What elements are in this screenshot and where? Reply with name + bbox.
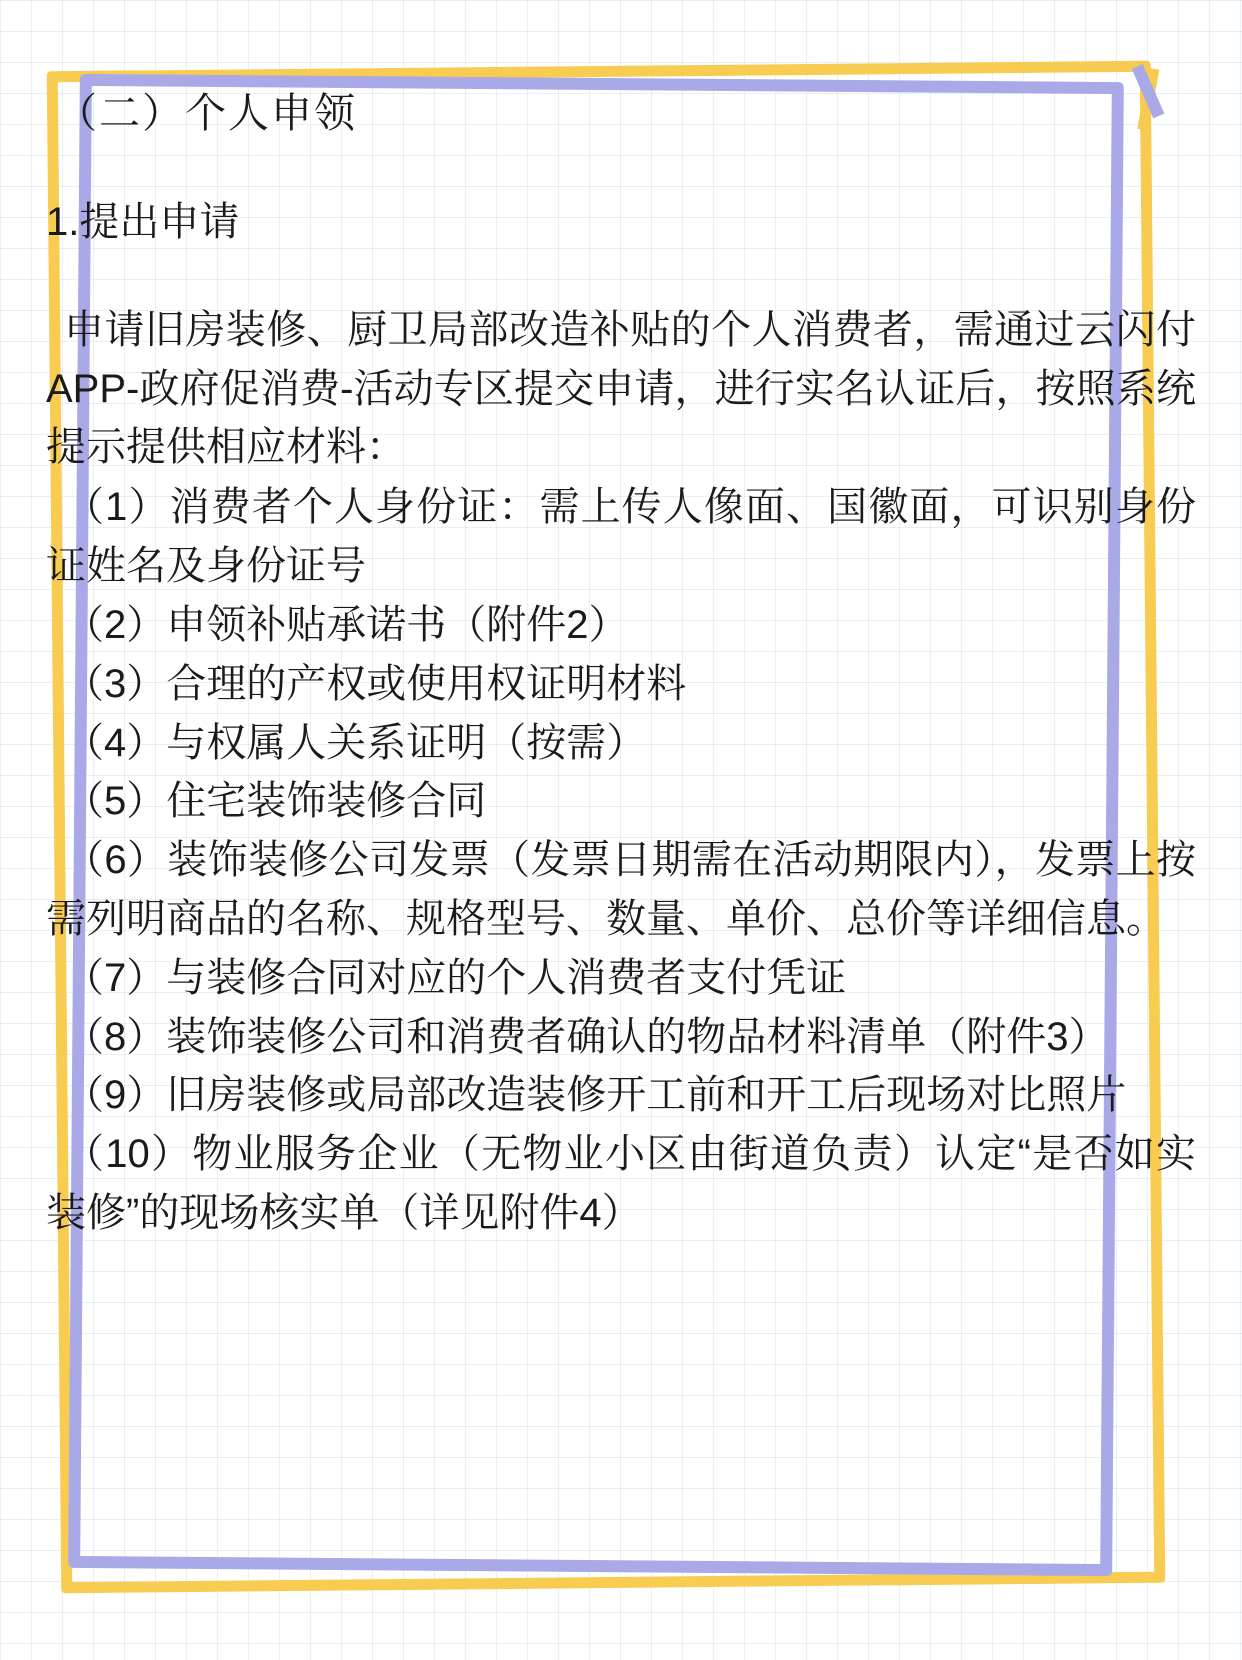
list-item: （4）与权属人关系证明（按需） (64, 720, 647, 765)
list-item: （8）装饰装修公司和消费者确认的物品材料清单（附件3） (64, 1014, 1109, 1059)
materials-list (46, 478, 1196, 1242)
intro-paragraph: 申请旧房装修、厨卫局部改造补贴的个人消费者，需通过云闪付APP-政府促消费-活动专区提交申请，进行实名认证后，按照系统提示提供相应材料： (46, 308, 1196, 470)
subsection-heading: 1.提出申请 (46, 200, 240, 245)
list-item: （7）与装修合同对应的个人消费者支付凭证 (64, 955, 847, 1000)
list-item: （5）住宅装饰装修合同 (64, 779, 487, 824)
list-item: （6）装饰装修公司发票（发票日期需在活动期限内），发票上按需列明商品的名称、规格型号、数量、单价、总价等详细信息。 (46, 838, 1196, 941)
list-item: （2）申领补贴承诺书（附件2） (64, 603, 629, 648)
list-item: （10）物业服务企业（无物业小区由街道负责）认定“是否如实装修”的现场核实单（详见附件4） (46, 1132, 1196, 1235)
list-item: （1）消费者个人身份证：需上传人像面、国徽面，可识别身份证姓名及身份证号 (46, 485, 1196, 589)
list-item: （9）旧房装修或局部改造装修开工前和开工后现场对比照片 (64, 1073, 1127, 1118)
list-item: （3）合理的产权或使用权证明材料 (64, 661, 687, 706)
section-heading: （二）个人申领 (56, 90, 357, 136)
